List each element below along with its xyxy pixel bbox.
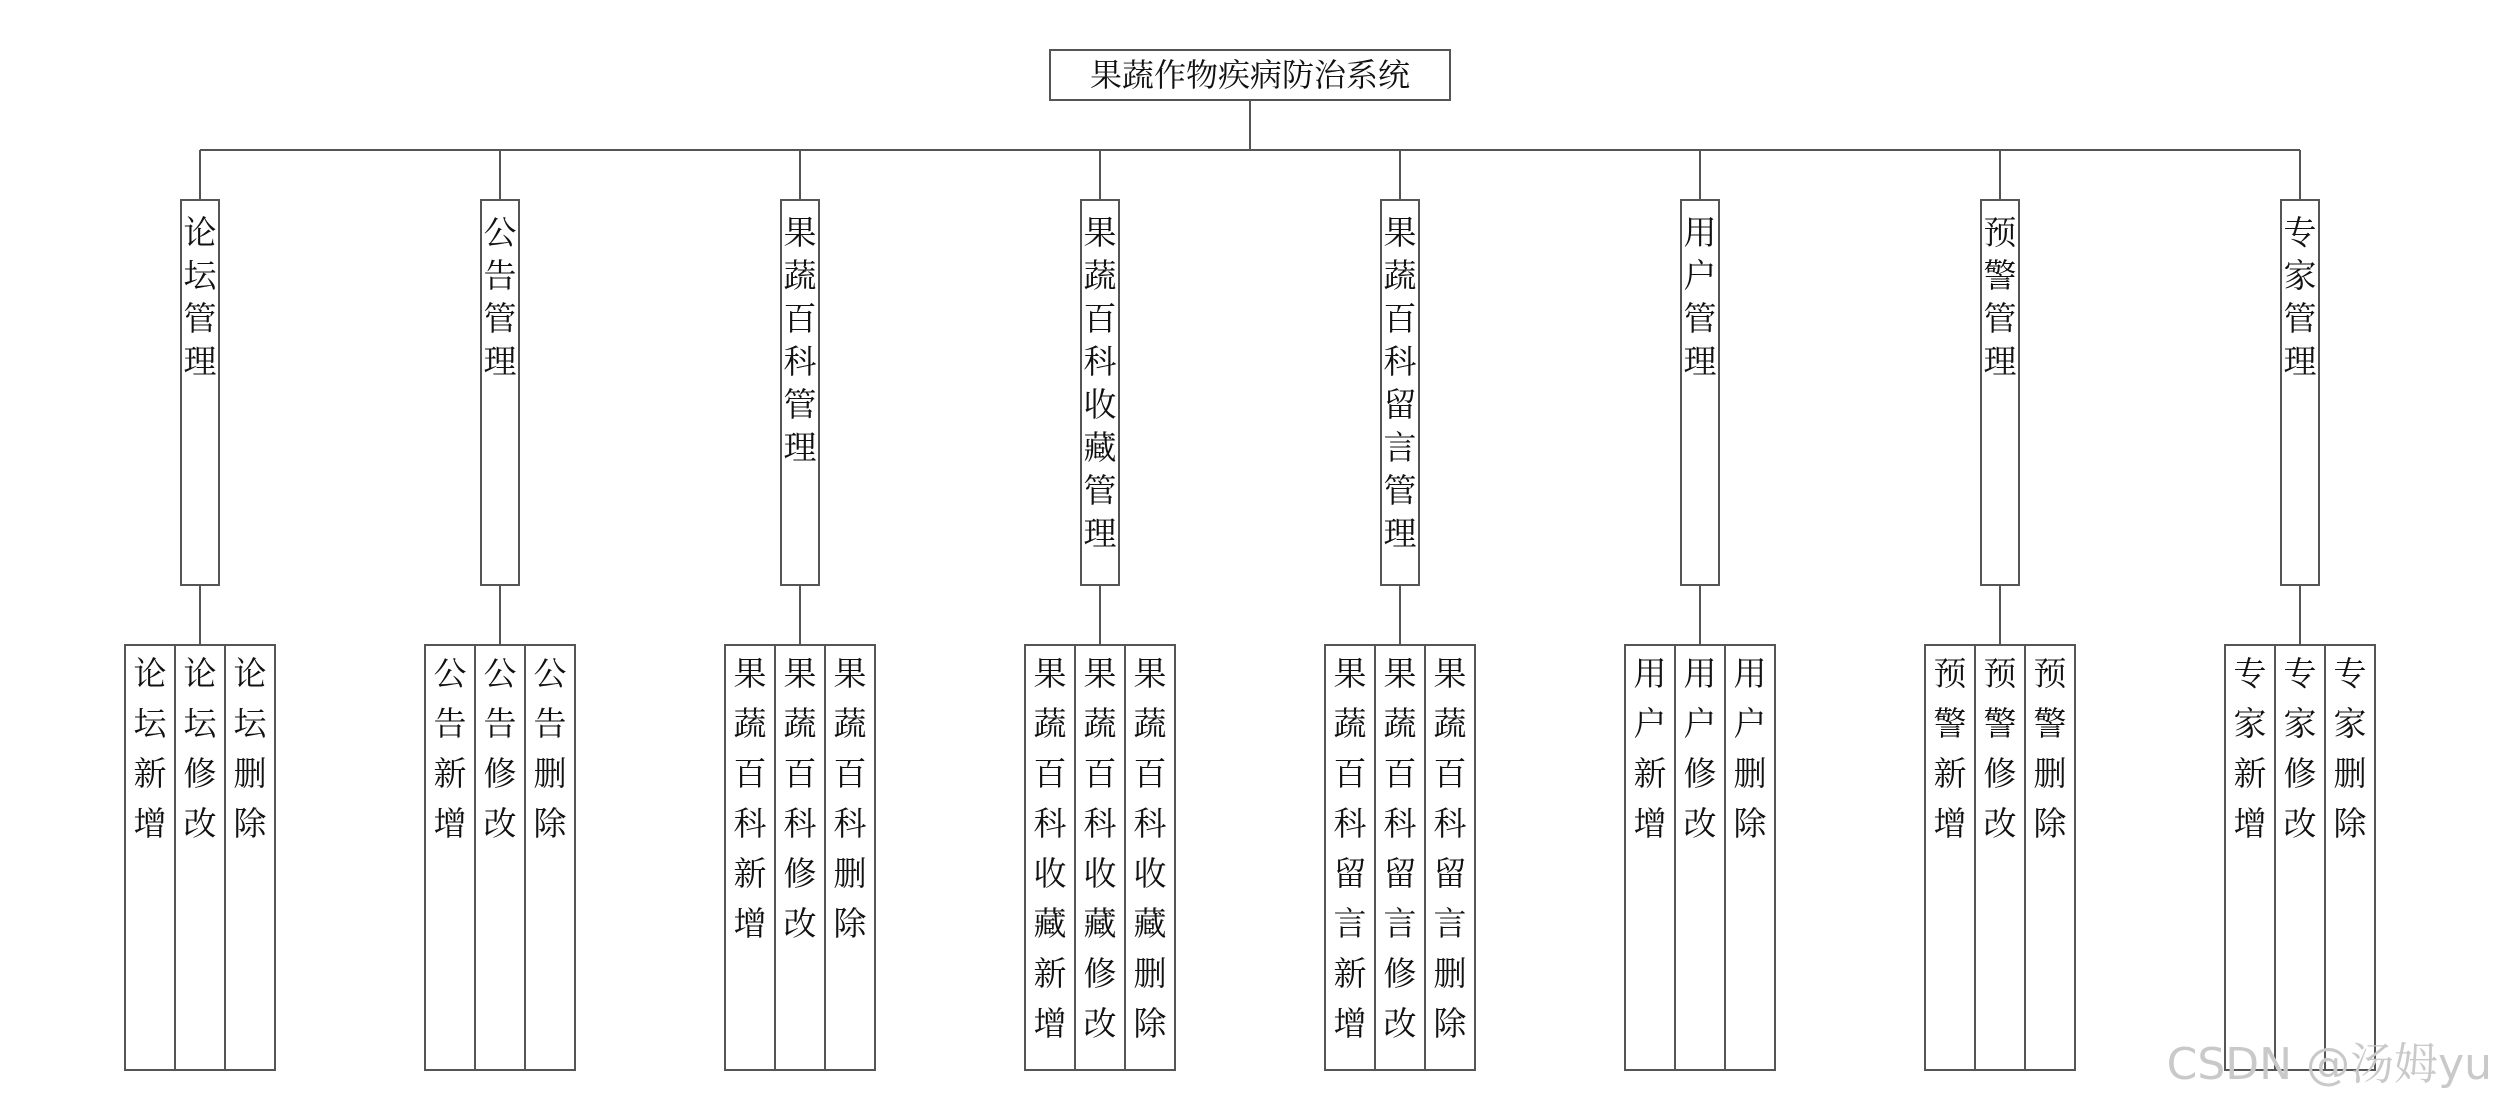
sub-function-label: 果蔬百科修改 (783, 654, 817, 943)
sub-function-label: 用户删除 (1733, 654, 1767, 843)
watermark: CSDN @汤姆yu (2166, 1039, 2492, 1090)
sub-function-label: 用户新增 (1633, 654, 1667, 843)
sub-function-label: 预警删除 (2033, 654, 2067, 843)
module-label: 公告管理 (483, 213, 517, 381)
sub-function-group (1925, 645, 2075, 1070)
root-node (1050, 50, 1450, 100)
sub-function-group (425, 645, 575, 1070)
module-label: 果蔬百科管理 (783, 213, 817, 467)
module-label: 用户管理 (1683, 213, 1717, 381)
sub-function-label: 专家新增 (2233, 654, 2267, 843)
module-label: 专家管理 (2283, 213, 2317, 381)
sub-function-group (725, 645, 875, 1070)
sub-function-label: 果蔬百科留言删除 (1433, 654, 1467, 1043)
module-label: 预警管理 (1983, 213, 2017, 381)
sub-function-label: 预警修改 (1983, 654, 2017, 843)
sub-function-label: 论坛新增 (133, 654, 167, 843)
sub-function-group (125, 645, 275, 1070)
sub-function-group (1325, 645, 1475, 1070)
module-list (125, 200, 2375, 1070)
sub-function-label: 果蔬百科删除 (833, 654, 867, 943)
sub-function-label: 果蔬百科收藏新增 (1033, 654, 1067, 1043)
module-label: 论坛管理 (183, 213, 217, 381)
sub-function-label: 公告修改 (483, 654, 517, 843)
sub-function-group (2225, 645, 2375, 1070)
sub-function-label: 公告新增 (433, 654, 467, 843)
sub-function-group (1025, 645, 1175, 1070)
sub-function-label: 用户修改 (1683, 654, 1717, 843)
sub-function-label: 专家修改 (2283, 654, 2317, 843)
sub-function-label: 果蔬百科收藏修改 (1083, 654, 1117, 1043)
module-label: 果蔬百科留言管理 (1383, 213, 1417, 553)
sub-function-label: 预警新增 (1933, 654, 1967, 843)
sub-function-label: 公告删除 (533, 654, 567, 843)
sub-function-label: 论坛删除 (233, 654, 267, 843)
sub-function-label: 果蔬百科新增 (733, 654, 767, 943)
module-label: 果蔬百科收藏管理 (1083, 213, 1117, 553)
sub-function-label: 果蔬百科留言修改 (1383, 654, 1417, 1043)
sub-function-label: 果蔬百科留言新增 (1333, 654, 1367, 1043)
sub-function-label: 果蔬百科收藏删除 (1133, 654, 1167, 1043)
sub-function-label: 论坛修改 (183, 654, 217, 843)
sub-function-label: 专家删除 (2333, 654, 2367, 843)
root-title: 果蔬作物疾病防治系统 (1089, 56, 1411, 94)
sub-function-group (1625, 645, 1775, 1070)
